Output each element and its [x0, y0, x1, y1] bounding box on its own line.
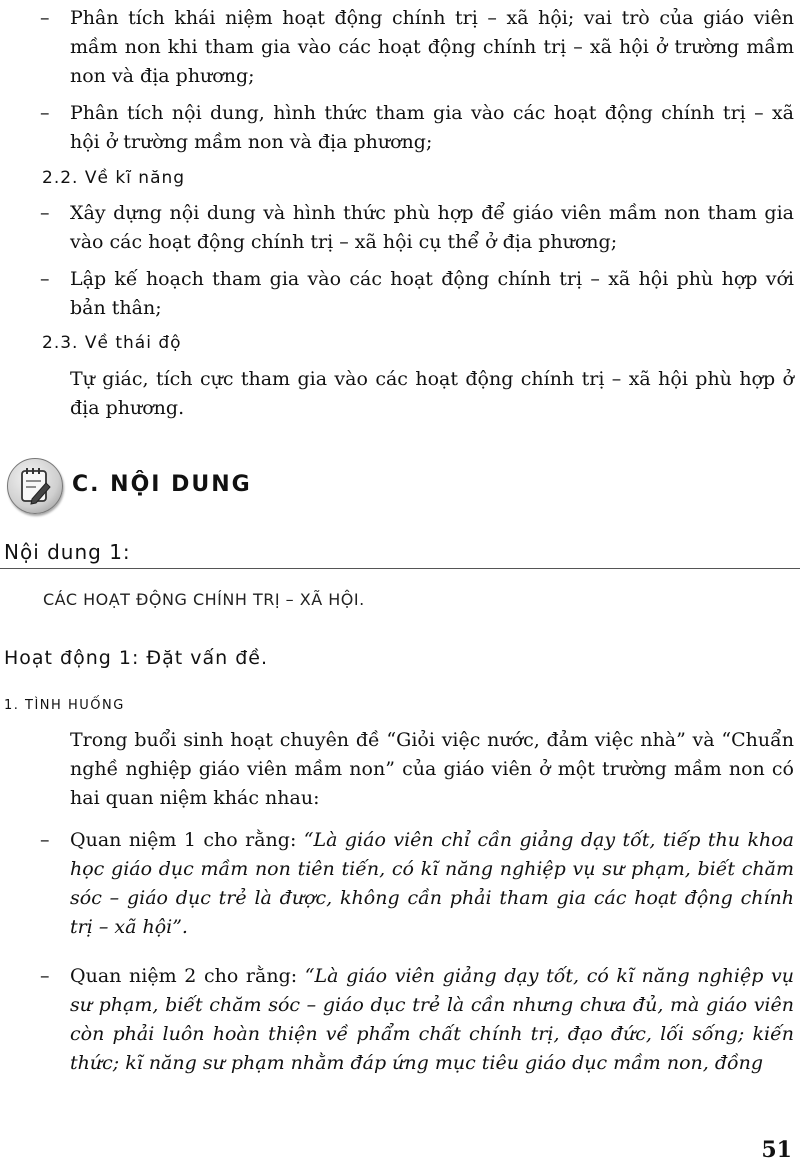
bullet-dash: – [40, 268, 50, 290]
view-quote: “Là giáo viên chỉ cần giảng dạy tốt, tiếp thu khoa học giáo dục mầm non tiên tiến, có kĩ năng nghiệp vụ sư phạm, biết chăm sóc – giáo dục trẻ là được, không cần phải tham gia các hoạt động chính trị – xã hội”. [70, 829, 794, 938]
bullet-dash: – [40, 7, 50, 29]
knowledge-item-text: Phân tích khái niệm hoạt động chính trị – xã hội; vai trò của giáo viên mầm non khi tham gia vào các hoạt động chính trị – xã hội ở trường mầm non và địa phương; [70, 7, 794, 87]
view-text [70, 962, 794, 1078]
attitude-heading: 2.3. Về thái độ [42, 333, 182, 353]
content-subtitle: CÁC HOẠT ĐỘNG CHÍNH TRỊ – XÃ HỘI. [43, 590, 365, 609]
situation-intro: Trong buổi sinh hoạt chuyên đề “Giỏi việc nước, đảm việc nhà” và “Chuẩn nghề nghiệp giáo viên mầm non” của giáo viên ở một trường mầm non có hai quan niệm khác nhau: [70, 729, 794, 809]
pencil-notepad-icon [7, 458, 63, 514]
activity-title: Hoạt động 1: Đặt vấn đề. [4, 647, 269, 669]
divider [0, 568, 800, 569]
skills-item-text: Xây dựng nội dung và hình thức phù hợp để giáo viên mầm non tham gia vào các hoạt động chính trị – xã hội cụ thể ở địa phương; [70, 202, 794, 253]
view-lead: Quan niệm 2 cho rằng: [70, 965, 305, 987]
attitude-text: Tự giác, tích cực tham gia vào các hoạt động chính trị – xã hội phù hợp ở địa phương. [70, 368, 794, 419]
view-quote: “Là giáo viên giảng dạy tốt, có kĩ năng nghiệp vụ sư phạm, biết chăm sóc – giáo dục trẻ là cần nhưng chưa đủ, mà giáo viên còn phải luôn hoàn thiện về phẩm chất chính trị, đạo đức, lối sống; kiến thức; kĩ năng sư phạm nhằm đáp ứng mục tiêu giáo dục mầm non, đồng [70, 965, 794, 1074]
content-title: Nội dung 1: [4, 540, 131, 564]
bullet-dash: – [40, 102, 50, 124]
situation-heading: 1. TÌNH HUỐNG [4, 698, 125, 713]
knowledge-item-text: Phân tích nội dung, hình thức tham gia vào các hoạt động chính trị – xã hội ở trường mầm non và địa phương; [70, 102, 794, 153]
skills-heading: 2.2. Về kĩ năng [42, 168, 186, 188]
skills-item-text: Lập kế hoạch tham gia vào các hoạt động chính trị – xã hội phù hợp với bản thân; [70, 268, 794, 319]
section-title: C. NỘI DUNG [72, 472, 252, 497]
bullet-dash: – [40, 202, 50, 224]
page-number: 51 [761, 1137, 792, 1163]
view-lead: Quan niệm 1 cho rằng: [70, 829, 304, 851]
view-text [70, 826, 794, 942]
bullet-dash: – [40, 829, 50, 851]
bullet-dash: – [40, 965, 50, 987]
